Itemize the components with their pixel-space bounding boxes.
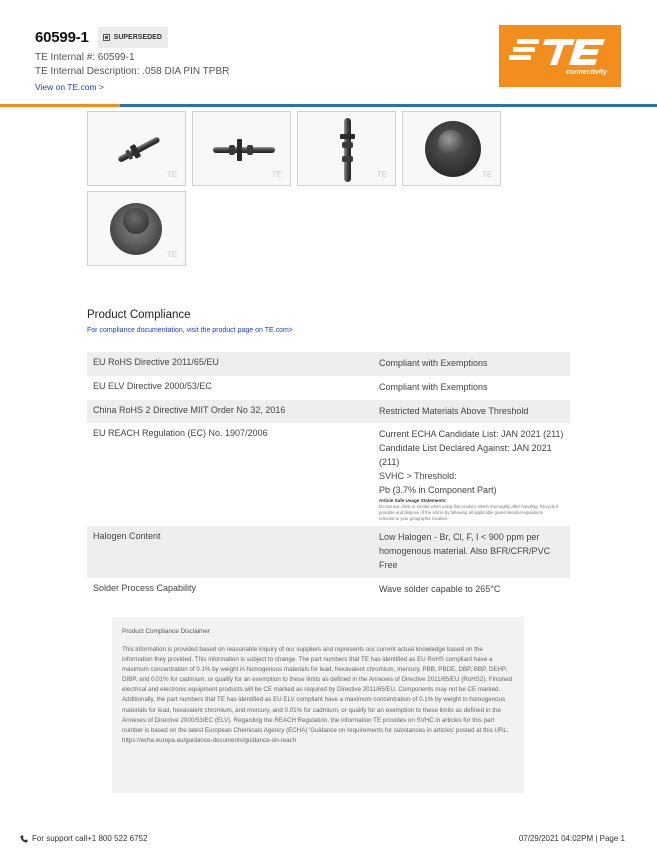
te-connectivity-logo xyxy=(499,25,621,87)
te-logo-mark xyxy=(499,25,621,87)
compliance-label: EU RoHS Directive 2011/65/EU xyxy=(93,357,219,367)
image-watermark: TE xyxy=(481,170,492,179)
reach-declared-against: Candidate List Declared Against: JAN 2021 (211) xyxy=(379,443,552,467)
image-watermark: TE xyxy=(166,250,177,259)
compliance-label: Solder Process Capability xyxy=(93,582,197,593)
compliance-value xyxy=(377,423,570,526)
superseded-icon xyxy=(103,34,110,41)
header xyxy=(0,0,657,108)
part-number: 60599-1 xyxy=(35,29,89,46)
table-row xyxy=(87,376,570,400)
compliance-value: Compliant with Exemptions xyxy=(379,381,488,392)
table-row xyxy=(87,423,570,526)
compliance-documentation-link[interactable]: For compliance documentation, visit the product page on TE.com> xyxy=(87,327,293,334)
compliance-value: Wave solder capable to 265°C xyxy=(379,583,501,594)
phone-icon xyxy=(20,835,28,843)
product-compliance-title: Product Compliance xyxy=(87,309,191,321)
header-divider xyxy=(0,104,657,107)
table-row xyxy=(87,352,570,376)
safe-usage-title: Article Safe Usage Statements: xyxy=(379,498,447,504)
support-phone-label: For support call+1 800 522 6752 xyxy=(32,834,148,843)
table-row xyxy=(87,526,570,577)
logo-tagline: connectivity xyxy=(566,69,607,76)
table-row xyxy=(87,400,570,424)
compliance-value: Low Halogen - Br, Cl, F, I < 900 ppm per homogenous material. Also BFR/CFR/PVC Free xyxy=(379,532,551,570)
compliance-table xyxy=(87,352,570,601)
reach-svhc-substance: Pb (3.7% in Component Part) xyxy=(379,484,497,495)
safe-usage-text: Do not eat, drink or smoke when using this product. Wash thoroughly after handling. Recycle if possible and dispose of the article by following all applicable governmental regulations relevant to your geographic location. xyxy=(379,504,559,521)
product-image-top-light[interactable] xyxy=(87,191,186,266)
internal-description: TE Internal Description: .058 DIA PIN TPBR xyxy=(35,66,230,77)
reach-candidate-list: Current ECHA Candidate List: JAN 2021 (211) xyxy=(379,429,564,440)
product-image-vertical[interactable] xyxy=(297,111,396,186)
view-on-te-link[interactable]: View on TE.com > xyxy=(35,82,104,92)
internal-number: TE Internal #: 60599-1 xyxy=(35,52,135,63)
disclaimer-body: This information is provided based on reasonable inquiry of our suppliers and represents our current actual knowledge based on the information they provided. This information is subject to change. The part numbers that TE has identified as EU RoHS compliant have a maximum concentration of 0.1% by weight in homogenous materials for lead, hexavalent chromium, mercury, PBB, PBDE, DBP, BBP, DEHP, DIBP, and 0.01% for cadmium, or qualify for an exemption to these limits as defined in the Annexes of Directive 2011/65/EU (RoHS2). Finished electrical and electronic equipment products will be CE marked as required by Directive 2011/65/EU. Components may not be CE marked. Additionally, the part numbers that TE has identified as EU ELV compliant have a maximum concentration of 0.1% by weight in homogenous materials for lead, hexavalent chromium, and mercury, and 0.01% for cadmium, or qualify for an exemption to these limits as defined in the Annexes of Directive 2000/53/EC (ELV). Regarding the REACH Regulation, the information TE provides on SVHC in articles for this part number is based on the latest European Chemicals Agency (ECHA) 'Guidance on requirements for substances in articles' posted at this URL: https://echa.europa.eu/guidance-documents/guidance-on-reach xyxy=(122,646,513,744)
compliance-value: Compliant with Exemptions xyxy=(379,358,488,368)
compliance-label: China RoHS 2 Directive MIIT Order No 32, 2016 xyxy=(93,404,286,415)
table-row xyxy=(87,578,570,602)
product-image-side[interactable] xyxy=(192,111,291,186)
image-watermark: TE xyxy=(376,170,387,179)
product-image-top-dark[interactable] xyxy=(402,111,501,186)
compliance-value: Restricted Materials Above Threshold xyxy=(379,405,529,416)
status-badge-label: SUPERSEDED xyxy=(113,34,162,41)
disclaimer-title: Product Compliance Disclaimer xyxy=(122,628,210,635)
image-watermark: TE xyxy=(166,170,177,179)
compliance-disclaimer xyxy=(112,617,524,793)
date-page: 07/29/2021 04:02PM | Page 1 xyxy=(518,834,625,843)
compliance-label: EU REACH Regulation (EC) No. 1907/2006 xyxy=(93,428,268,439)
support-phone[interactable] xyxy=(20,834,147,843)
product-image-angled[interactable] xyxy=(87,111,186,186)
image-watermark: TE xyxy=(271,170,282,179)
status-badge xyxy=(98,27,168,48)
compliance-label: Halogen Content xyxy=(93,531,161,542)
compliance-label: EU ELV Directive 2000/53/EC xyxy=(93,380,212,391)
reach-svhc-threshold: SVHC > Threshold: xyxy=(379,470,457,481)
part-number-row xyxy=(35,27,168,48)
